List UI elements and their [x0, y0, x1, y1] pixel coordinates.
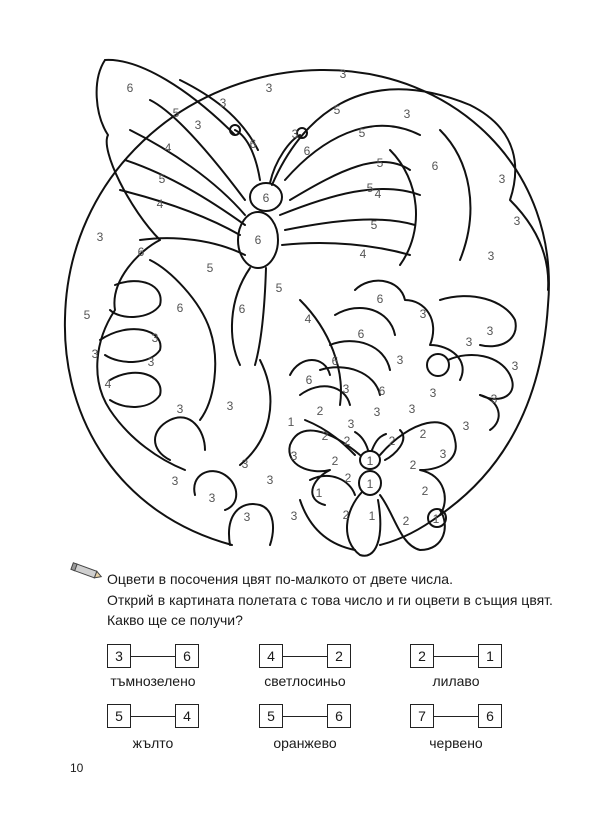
picture-number: 6	[331, 354, 339, 368]
picture-number: 3	[208, 491, 216, 505]
color-name: лилаво	[432, 673, 480, 689]
picture-number: 2	[388, 434, 396, 448]
picture-number: 3	[342, 382, 350, 396]
picture-number: 3	[291, 127, 299, 141]
picture-number: 6	[254, 233, 262, 247]
picture-number: 1	[368, 509, 376, 523]
pair-left-number: 5	[259, 704, 283, 728]
picture-number: 6	[262, 191, 270, 205]
picture-number: 6	[238, 302, 246, 316]
color-name: тъмнозелено	[110, 673, 196, 689]
picture-number: 5	[83, 308, 91, 322]
picture-number: 3	[265, 81, 273, 95]
pair-connector	[283, 656, 327, 657]
number-pair-1	[107, 644, 199, 670]
pair-left-number: 3	[107, 644, 131, 668]
picture-number: 4	[374, 187, 382, 201]
picture-number: 3	[266, 473, 274, 487]
picture-number: 2	[342, 508, 350, 522]
picture-number: 3	[290, 449, 298, 463]
pair-right-number: 4	[175, 704, 199, 728]
pair-left-number: 7	[410, 704, 434, 728]
picture-number: 3	[241, 457, 249, 471]
pair-connector	[283, 716, 327, 717]
picture-number: 3	[226, 399, 234, 413]
pair-right-number: 1	[478, 644, 502, 668]
picture-number: 6	[376, 292, 384, 306]
picture-number: 3	[339, 67, 347, 81]
picture-number: 3	[194, 118, 202, 132]
picture-number: 3	[290, 509, 298, 523]
pair-connector	[131, 716, 175, 717]
page-number: 10	[70, 761, 84, 775]
number-pair-2	[259, 644, 351, 670]
picture-number: 2	[316, 404, 324, 418]
picture-number: 3	[151, 331, 159, 345]
instruction-line-1: Оцвети в посочения цвят по-малкото от двете числа.	[107, 571, 453, 587]
picture-number: 3	[176, 402, 184, 416]
picture-number: 3	[419, 307, 427, 321]
picture-number: 3	[96, 230, 104, 244]
pair-right-number: 2	[327, 644, 351, 668]
picture-number: 6	[378, 384, 386, 398]
picture-number: 3	[465, 335, 473, 349]
number-pair-6	[410, 704, 502, 730]
color-name: жълто	[132, 735, 174, 751]
picture-number: 3	[396, 353, 404, 367]
pair-right-number: 6	[478, 704, 502, 728]
picture-number: 3	[147, 355, 155, 369]
picture-number: 3	[408, 402, 416, 416]
picture-number: 1	[287, 415, 295, 429]
pair-connector	[131, 656, 175, 657]
picture-number: 1	[315, 486, 323, 500]
picture-number: 6	[303, 144, 311, 158]
picture-number: 6	[137, 245, 145, 259]
picture-number: 5	[370, 218, 378, 232]
picture-number: 4	[156, 197, 164, 211]
picture-number: 3	[462, 419, 470, 433]
picture-number: 3	[347, 417, 355, 431]
picture-number: 6	[126, 81, 134, 95]
picture-number: 1	[366, 477, 374, 491]
pencil-icon	[70, 562, 104, 582]
pair-left-number: 5	[107, 704, 131, 728]
picture-number: 3	[498, 172, 506, 186]
picture-number: 2	[402, 514, 410, 528]
picture-number: 5	[172, 106, 180, 120]
pair-right-number: 6	[175, 644, 199, 668]
pair-left-number: 2	[410, 644, 434, 668]
picture-number: 1	[432, 512, 440, 526]
picture-number: 5	[333, 103, 341, 117]
picture-number: 2	[419, 427, 427, 441]
color-name: червено	[429, 735, 483, 751]
number-pair-4	[107, 704, 199, 730]
picture-number: 3	[486, 324, 494, 338]
pair-left-number: 4	[259, 644, 283, 668]
pair-connector	[434, 656, 478, 657]
picture-number: 5	[366, 181, 374, 195]
picture-number: 3	[487, 249, 495, 263]
picture-number: 4	[164, 141, 172, 155]
picture-number: 5	[158, 172, 166, 186]
picture-number: 3	[511, 359, 519, 373]
picture-number: 3	[373, 405, 381, 419]
picture-number: 4	[359, 247, 367, 261]
instruction-line-3: Какво ще се получи?	[107, 612, 243, 628]
picture-number: 6	[176, 301, 184, 315]
picture-number: 1	[366, 454, 374, 468]
picture-number: 4	[304, 312, 312, 326]
picture-number: 3	[171, 474, 179, 488]
picture-number: 5	[206, 261, 214, 275]
picture-number: 3	[243, 510, 251, 524]
color-name: оранжево	[273, 735, 337, 751]
picture-number: 2	[321, 429, 329, 443]
picture-number: 2	[409, 458, 417, 472]
picture-number: 3	[439, 447, 447, 461]
picture-number: 5	[376, 156, 384, 170]
number-pair-5	[259, 704, 351, 730]
picture-number: 4	[104, 377, 112, 391]
number-pair-3	[410, 644, 502, 670]
color-name: светлосиньо	[264, 673, 346, 689]
picture-number: 5	[275, 281, 283, 295]
picture-number: 3	[403, 107, 411, 121]
picture-number: 2	[343, 434, 351, 448]
picture-number: 2	[331, 454, 339, 468]
picture-number: 5	[358, 126, 366, 140]
pair-right-number: 6	[327, 704, 351, 728]
picture-number: 6	[249, 137, 257, 151]
picture-number: 3	[513, 214, 521, 228]
picture-number: 6	[305, 373, 313, 387]
picture-number: 3	[91, 347, 99, 361]
picture-number: 6	[357, 327, 365, 341]
pair-connector	[434, 716, 478, 717]
picture-number: 3	[219, 96, 227, 110]
picture-number: 3	[490, 392, 498, 406]
picture-number: 2	[421, 484, 429, 498]
picture-number: 6	[431, 159, 439, 173]
picture-number: 2	[344, 471, 352, 485]
instruction-line-2: Открий в картината полетата с това число и ги оцвети в същия цвят.	[107, 592, 553, 608]
picture-number: 3	[429, 386, 437, 400]
